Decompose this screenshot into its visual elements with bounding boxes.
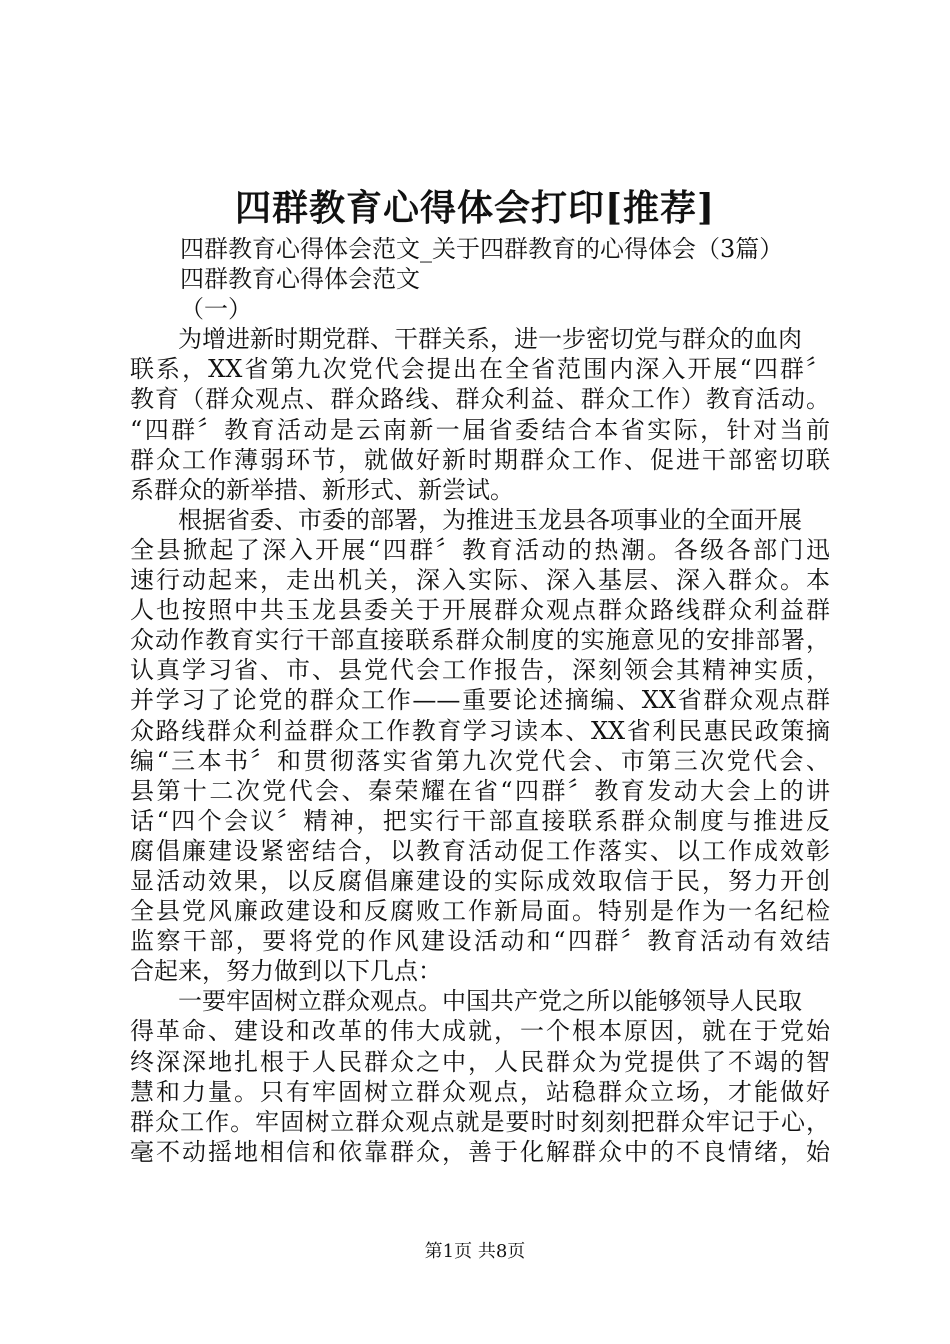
text-line: 话“四个会议〞精神，把实行干部直接联系群众制度与推进反 — [130, 806, 830, 835]
text-line: 联系，XX省第九次党代会提出在全省范围内深入开展“四群〞 — [130, 355, 830, 384]
text-line: 得革命、建设和改革的伟大成就，一个根本原因，就在于党始 — [130, 1017, 830, 1046]
subtitle-line: 四群教育心得体会范文 — [180, 265, 420, 294]
text-line: 全县掀起了深入开展“四群〞教育活动的热潮。各级各部门迅 — [130, 535, 830, 564]
text-line: 众路线群众利益群众工作教育学习读本、XX省利民惠民政策摘 — [130, 716, 830, 745]
text-line: 终深深地扎根于人民群众之中，人民群众为党提供了不竭的智 — [130, 1047, 830, 1076]
text-line: 系群众的新举措、新形式、新尝试。 — [130, 475, 514, 504]
text-line: 县第十二次党代会、秦荣耀在省“四群〞教育发动大会上的讲 — [130, 776, 830, 805]
text-line: 为增进新时期党群、干群关系，进一步密切党与群众的血肉 — [178, 325, 802, 354]
subtitle-line: 四群教育心得体会范文_关于四群教育的心得体会（3篇） — [180, 235, 784, 263]
text-line: “四群〞教育活动是云南新一届省委结合本省实际，针对当前 — [130, 415, 830, 444]
paragraph-2 — [130, 505, 830, 987]
section-marker: （一） — [180, 295, 252, 324]
text-line: 慧和力量。只有牢固树立群众观点，站稳群众立场，才能做好 — [130, 1077, 830, 1106]
text-line: 众动作教育实行干部直接联系群众制度的实施意见的安排部署， — [130, 626, 830, 655]
text-line: 认真学习省、市、县党代会工作报告，深刻领会其精神实质， — [130, 656, 830, 685]
text-line: 速行动起来，走出机关，深入实际、深入基层、深入群众。本 — [130, 566, 830, 595]
text-line: 并学习了论党的群众工作——重要论述摘编、XX省群众观点群 — [130, 686, 830, 715]
paragraph-3 — [130, 986, 830, 1167]
text-line: 一要牢固树立群众观点。中国共产党之所以能够领导人民取 — [178, 987, 802, 1016]
document-title: 四群教育心得体会打印[推荐] — [234, 187, 716, 229]
text-line: 人也按照中共玉龙县委关于开展群众观点群众路线群众利益群 — [130, 596, 830, 625]
text-line: 编“三本书〞和贯彻落实省第九次党代会、市第三次党代会、 — [130, 746, 830, 775]
text-line: 群众工作。牢固树立群众观点就是要时时刻刻把群众牢记于心， — [130, 1107, 830, 1136]
text-line: 教育（群众观点、群众路线、群众利益、群众工作）教育活动。 — [130, 385, 830, 414]
text-line: 合起来，努力做到以下几点： — [130, 957, 442, 986]
text-line: 全县党风廉政建设和反腐败工作新局面。特别是作为一名纪检 — [130, 897, 830, 926]
text-line: 显活动效果，以反腐倡廉建设的实际成效取信于民，努力开创 — [130, 866, 830, 895]
text-line: 毫不动摇地相信和依靠群众，善于化解群众中的不良情绪，始 — [130, 1137, 830, 1166]
text-line: 根据省委、市委的部署，为推进玉龙县各项事业的全面开展 — [178, 505, 802, 534]
page-footer: 第1页 共8页 — [424, 1241, 526, 1262]
paragraph-1 — [130, 324, 830, 505]
text-line: 腐倡廉建设紧密结合，以教育活动促工作落实、以工作成效彰 — [130, 836, 830, 865]
text-line: 群众工作薄弱环节，就做好新时期群众工作、促进干部密切联 — [130, 445, 830, 474]
document-body — [130, 234, 830, 1167]
text-line: 监察干部，要将党的作风建设活动和“四群〞教育活动有效结 — [130, 927, 830, 956]
